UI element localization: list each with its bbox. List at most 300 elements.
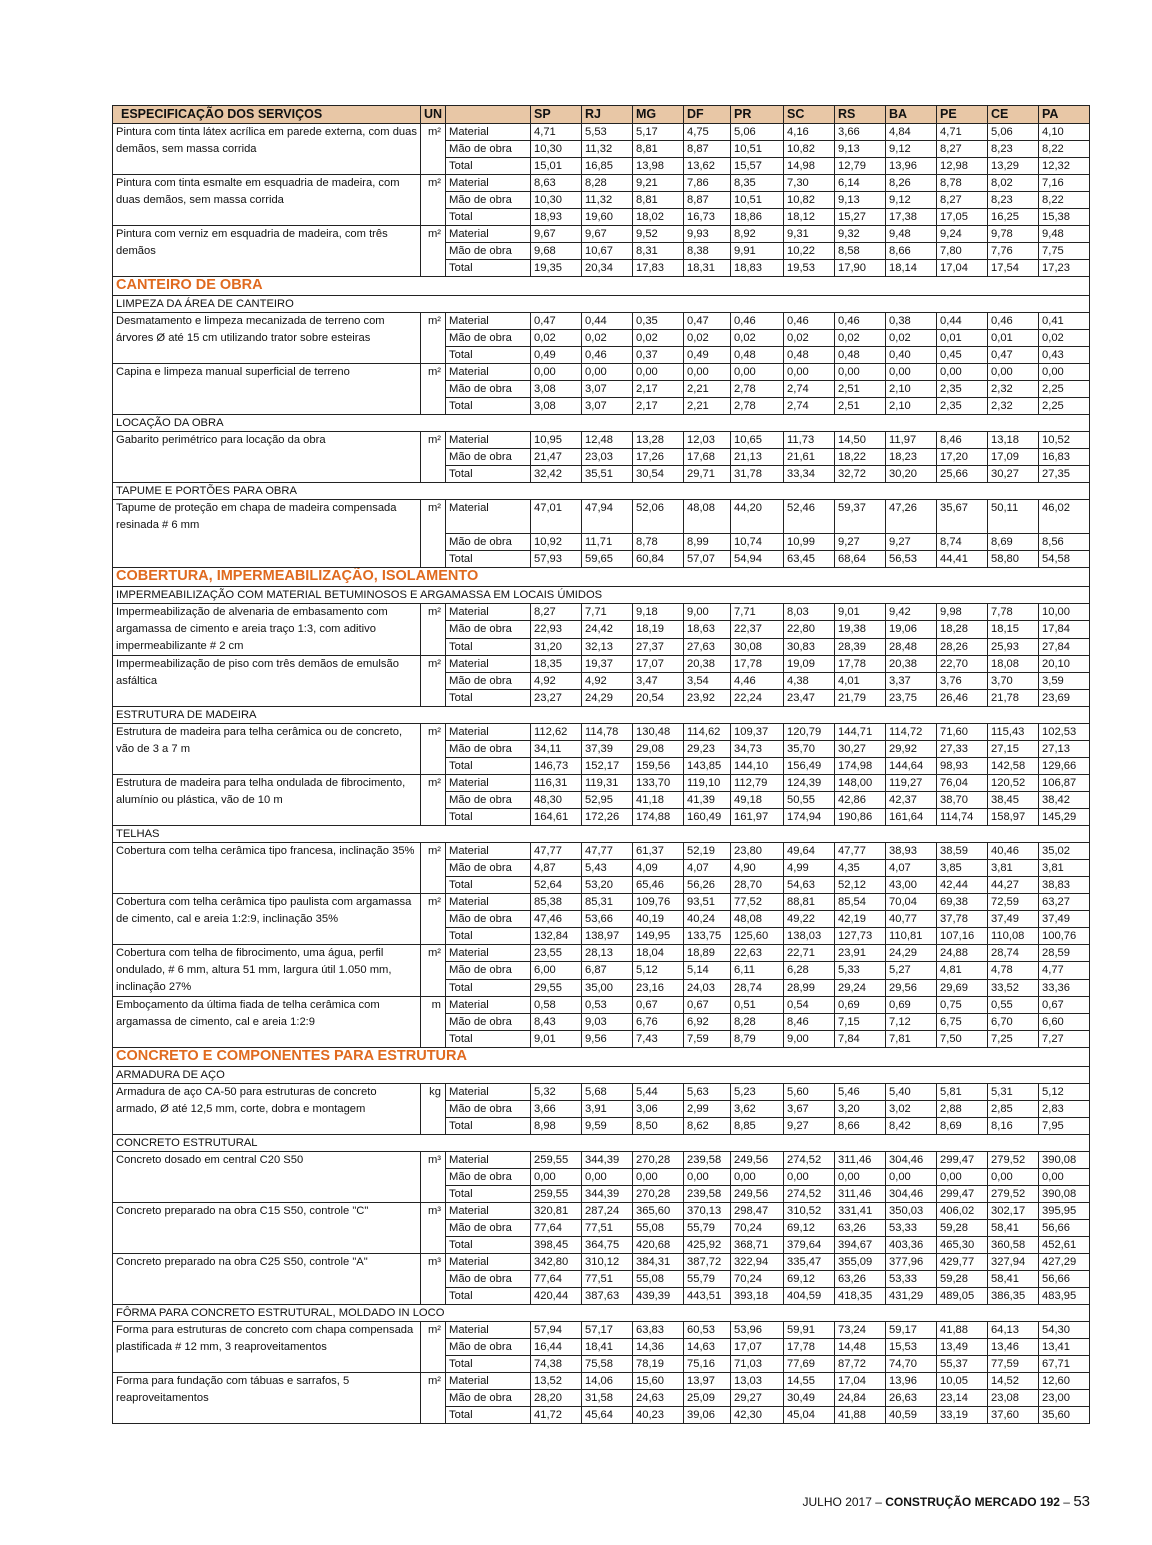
value-cell: 19,09 xyxy=(784,656,835,673)
value-cell: 58,80 xyxy=(988,551,1039,568)
value-cell: 0,00 xyxy=(531,1169,582,1186)
value-cell: 9,01 xyxy=(531,1031,582,1048)
value-cell: 40,77 xyxy=(886,911,937,928)
value-cell: 18,04 xyxy=(633,945,684,962)
value-cell: 7,78 xyxy=(988,604,1039,621)
value-cell: 106,87 xyxy=(1039,775,1090,792)
value-cell: 270,28 xyxy=(633,1186,684,1203)
subsection-row xyxy=(113,587,1090,604)
value-cell: 49,64 xyxy=(784,843,835,860)
value-cell: 24,29 xyxy=(582,690,633,707)
value-cell: 0,48 xyxy=(835,347,886,364)
item-unit: m³ xyxy=(421,1203,446,1254)
value-cell: 2,78 xyxy=(731,398,784,415)
value-cell: 8,23 xyxy=(988,192,1039,209)
value-cell: 8,74 xyxy=(937,534,988,551)
page-number: 53 xyxy=(1073,1493,1090,1510)
value-cell: 4,84 xyxy=(886,124,937,141)
value-cell: 21,78 xyxy=(988,690,1039,707)
value-cell: 50,11 xyxy=(988,500,1039,534)
value-cell: 18,63 xyxy=(684,621,731,638)
value-cell: 22,37 xyxy=(731,621,784,638)
value-cell: 23,91 xyxy=(835,945,886,962)
value-cell: 64,13 xyxy=(988,1322,1039,1339)
value-cell: 427,29 xyxy=(1039,1254,1090,1271)
value-cell: 60,84 xyxy=(633,551,684,568)
row-label: Mão de obra xyxy=(446,911,531,928)
value-cell: 0,00 xyxy=(531,364,582,381)
subsection-title: LIMPEZA DA ÁREA DE CANTEIRO xyxy=(113,296,1090,313)
item-unit: kg xyxy=(421,1084,446,1135)
table-row xyxy=(113,656,1090,673)
value-cell: 146,73 xyxy=(531,758,582,775)
value-cell: 56,66 xyxy=(1039,1220,1090,1237)
value-cell: 4,87 xyxy=(531,860,582,877)
value-cell: 29,23 xyxy=(684,741,731,758)
value-cell: 10,65 xyxy=(731,432,784,449)
item-description: Concreto preparado na obra C25 S50, controle "A" xyxy=(113,1254,421,1305)
value-cell: 30,54 xyxy=(633,466,684,483)
table-row xyxy=(113,1322,1090,1339)
value-cell: 23,92 xyxy=(684,690,731,707)
value-cell: 100,76 xyxy=(1039,928,1090,945)
value-cell: 75,16 xyxy=(684,1356,731,1373)
value-cell: 327,94 xyxy=(988,1254,1039,1271)
value-cell: 10,51 xyxy=(731,192,784,209)
value-cell: 6,60 xyxy=(1039,1014,1090,1031)
value-cell: 115,43 xyxy=(988,724,1039,741)
value-cell: 5,63 xyxy=(684,1084,731,1101)
value-cell: 8,26 xyxy=(886,175,937,192)
row-label: Mão de obra xyxy=(446,1339,531,1356)
value-cell: 5,68 xyxy=(582,1084,633,1101)
table-row xyxy=(113,124,1090,141)
row-label: Material xyxy=(446,1152,531,1169)
value-cell: 161,97 xyxy=(731,809,784,826)
value-cell: 38,59 xyxy=(937,843,988,860)
value-cell: 48,30 xyxy=(531,792,582,809)
value-cell: 452,61 xyxy=(1039,1237,1090,1254)
value-cell: 28,74 xyxy=(731,979,784,996)
value-cell: 6,92 xyxy=(684,1014,731,1031)
value-cell: 0,02 xyxy=(1039,330,1090,347)
value-cell: 398,45 xyxy=(531,1237,582,1254)
value-cell: 4,10 xyxy=(1039,124,1090,141)
value-cell: 43,00 xyxy=(886,877,937,894)
value-cell: 19,53 xyxy=(784,260,835,277)
value-cell: 384,31 xyxy=(633,1254,684,1271)
value-cell: 144,71 xyxy=(835,724,886,741)
value-cell: 159,56 xyxy=(633,758,684,775)
value-cell: 110,81 xyxy=(886,928,937,945)
value-cell: 387,72 xyxy=(684,1254,731,1271)
table-row xyxy=(113,894,1090,911)
value-cell: 0,47 xyxy=(531,313,582,330)
value-cell: 0,00 xyxy=(886,364,937,381)
value-cell: 45,04 xyxy=(784,1407,835,1424)
value-cell: 109,37 xyxy=(731,724,784,741)
row-label: Mão de obra xyxy=(446,449,531,466)
value-cell: 0,67 xyxy=(633,997,684,1014)
value-cell: 28,99 xyxy=(784,979,835,996)
row-label: Total xyxy=(446,979,531,996)
value-cell: 77,59 xyxy=(988,1356,1039,1373)
value-cell: 41,18 xyxy=(633,792,684,809)
value-cell: 10,51 xyxy=(731,141,784,158)
value-cell: 2,74 xyxy=(784,398,835,415)
table-body xyxy=(113,124,1090,1424)
value-cell: 4,09 xyxy=(633,860,684,877)
value-cell: 274,52 xyxy=(784,1186,835,1203)
value-cell: 52,95 xyxy=(582,792,633,809)
header-un: UN xyxy=(421,106,446,124)
section-title: COBERTURA, IMPERMEABILIZAÇÃO, ISOLAMENTO xyxy=(113,568,1090,587)
value-cell: 52,12 xyxy=(835,877,886,894)
value-cell: 26,46 xyxy=(937,690,988,707)
value-cell: 0,00 xyxy=(633,1169,684,1186)
value-cell: 8,28 xyxy=(582,175,633,192)
value-cell: 7,80 xyxy=(937,243,988,260)
value-cell: 8,22 xyxy=(1039,192,1090,209)
value-cell: 0,02 xyxy=(582,330,633,347)
row-label: Total xyxy=(446,809,531,826)
value-cell: 13,41 xyxy=(1039,1339,1090,1356)
value-cell: 119,10 xyxy=(684,775,731,792)
value-cell: 29,71 xyxy=(684,466,731,483)
value-cell: 31,78 xyxy=(731,466,784,483)
value-cell: 53,20 xyxy=(582,877,633,894)
value-cell: 11,71 xyxy=(582,534,633,551)
value-cell: 0,02 xyxy=(531,330,582,347)
value-cell: 56,26 xyxy=(684,877,731,894)
subsection-row xyxy=(113,826,1090,843)
item-description: Cobertura com telha cerâmica tipo paulista com argamassa de cimento, cal e areia 1:2:9, inclinação 35% xyxy=(113,894,421,945)
value-cell: 0,41 xyxy=(1039,313,1090,330)
value-cell: 0,02 xyxy=(835,330,886,347)
value-cell: 5,27 xyxy=(886,962,937,979)
item-description: Gabarito perimétrico para locação da obra xyxy=(113,432,421,483)
row-label: Material xyxy=(446,724,531,741)
value-cell: 27,33 xyxy=(937,741,988,758)
value-cell: 15,01 xyxy=(531,158,582,175)
value-cell: 14,55 xyxy=(784,1373,835,1390)
section-row xyxy=(113,568,1090,587)
value-cell: 44,20 xyxy=(731,500,784,534)
value-cell: 0,49 xyxy=(684,347,731,364)
value-cell: 19,38 xyxy=(835,621,886,638)
value-cell: 322,94 xyxy=(731,1254,784,1271)
value-cell: 18,41 xyxy=(582,1339,633,1356)
value-cell: 0,00 xyxy=(684,364,731,381)
value-cell: 355,09 xyxy=(835,1254,886,1271)
value-cell: 28,20 xyxy=(531,1390,582,1407)
item-unit: m² xyxy=(421,1373,446,1424)
value-cell: 3,47 xyxy=(633,673,684,690)
value-cell: 5,33 xyxy=(835,962,886,979)
row-label: Mão de obra xyxy=(446,1390,531,1407)
item-unit: m² xyxy=(421,226,446,277)
value-cell: 93,51 xyxy=(684,894,731,911)
value-cell: 279,52 xyxy=(988,1186,1039,1203)
value-cell: 2,17 xyxy=(633,381,684,398)
value-cell: 0,43 xyxy=(1039,347,1090,364)
value-cell: 9,93 xyxy=(684,226,731,243)
value-cell: 39,06 xyxy=(684,1407,731,1424)
value-cell: 24,84 xyxy=(835,1390,886,1407)
row-label: Total xyxy=(446,928,531,945)
section-row xyxy=(113,1048,1090,1067)
value-cell: 9,67 xyxy=(582,226,633,243)
header-state: DF xyxy=(684,106,731,124)
value-cell: 0,46 xyxy=(835,313,886,330)
value-cell: 22,70 xyxy=(937,656,988,673)
table-row xyxy=(113,843,1090,860)
value-cell: 5,40 xyxy=(886,1084,937,1101)
value-cell: 302,17 xyxy=(988,1203,1039,1220)
value-cell: 0,00 xyxy=(582,364,633,381)
value-cell: 13,96 xyxy=(886,158,937,175)
value-cell: 3,07 xyxy=(582,381,633,398)
value-cell: 42,44 xyxy=(937,877,988,894)
value-cell: 6,76 xyxy=(633,1014,684,1031)
value-cell: 9,91 xyxy=(731,243,784,260)
value-cell: 12,98 xyxy=(937,158,988,175)
row-label: Mão de obra xyxy=(446,1271,531,1288)
value-cell: 63,26 xyxy=(835,1271,886,1288)
value-cell: 335,47 xyxy=(784,1254,835,1271)
value-cell: 420,68 xyxy=(633,1237,684,1254)
value-cell: 174,94 xyxy=(784,809,835,826)
value-cell: 107,16 xyxy=(937,928,988,945)
value-cell: 431,29 xyxy=(886,1288,937,1305)
value-cell: 0,67 xyxy=(684,997,731,1014)
value-cell: 125,60 xyxy=(731,928,784,945)
value-cell: 69,12 xyxy=(784,1220,835,1237)
value-cell: 138,97 xyxy=(582,928,633,945)
value-cell: 142,58 xyxy=(988,758,1039,775)
value-cell: 425,92 xyxy=(684,1237,731,1254)
value-cell: 29,24 xyxy=(835,979,886,996)
value-cell: 370,13 xyxy=(684,1203,731,1220)
value-cell: 0,46 xyxy=(582,347,633,364)
value-cell: 148,00 xyxy=(835,775,886,792)
value-cell: 8,92 xyxy=(731,226,784,243)
value-cell: 30,49 xyxy=(784,1390,835,1407)
value-cell: 9,27 xyxy=(784,1118,835,1135)
value-cell: 22,80 xyxy=(784,621,835,638)
value-cell: 15,57 xyxy=(731,158,784,175)
row-label: Mão de obra xyxy=(446,1101,531,1118)
value-cell: 74,70 xyxy=(886,1356,937,1373)
value-cell: 3,76 xyxy=(937,673,988,690)
value-cell: 14,50 xyxy=(835,432,886,449)
value-cell: 12,79 xyxy=(835,158,886,175)
value-cell: 5,53 xyxy=(582,124,633,141)
value-cell: 274,52 xyxy=(784,1152,835,1169)
row-label: Total xyxy=(446,1356,531,1373)
value-cell: 5,32 xyxy=(531,1084,582,1101)
item-unit: m³ xyxy=(421,1254,446,1305)
value-cell: 0,00 xyxy=(937,1169,988,1186)
row-label: Total xyxy=(446,758,531,775)
value-cell: 59,91 xyxy=(784,1322,835,1339)
value-cell: 10,00 xyxy=(1039,604,1090,621)
value-cell: 16,83 xyxy=(1039,449,1090,466)
value-cell: 33,52 xyxy=(988,979,1039,996)
value-cell: 38,93 xyxy=(886,843,937,860)
section-title: CANTEIRO DE OBRA xyxy=(113,277,1090,296)
value-cell: 13,18 xyxy=(988,432,1039,449)
value-cell: 61,37 xyxy=(633,843,684,860)
header-state: BA xyxy=(886,106,937,124)
value-cell: 489,05 xyxy=(937,1288,988,1305)
value-cell: 33,19 xyxy=(937,1407,988,1424)
value-cell: 20,10 xyxy=(1039,656,1090,673)
value-cell: 40,24 xyxy=(684,911,731,928)
value-cell: 3,02 xyxy=(886,1101,937,1118)
value-cell: 85,54 xyxy=(835,894,886,911)
value-cell: 33,34 xyxy=(784,466,835,483)
value-cell: 9,31 xyxy=(784,226,835,243)
value-cell: 17,26 xyxy=(633,449,684,466)
value-cell: 35,02 xyxy=(1039,843,1090,860)
value-cell: 7,25 xyxy=(988,1031,1039,1048)
subsection-row xyxy=(113,1305,1090,1322)
row-label: Material xyxy=(446,775,531,792)
value-cell: 8,69 xyxy=(988,534,1039,551)
header-state: RS xyxy=(835,106,886,124)
value-cell: 109,76 xyxy=(633,894,684,911)
value-cell: 29,56 xyxy=(886,979,937,996)
value-cell: 3,81 xyxy=(988,860,1039,877)
value-cell: 30,83 xyxy=(784,638,835,655)
value-cell: 3,59 xyxy=(1039,673,1090,690)
row-label: Mão de obra xyxy=(446,860,531,877)
value-cell: 3,54 xyxy=(684,673,731,690)
item-unit: m² xyxy=(421,656,446,707)
item-unit: m² xyxy=(421,724,446,775)
table-row xyxy=(113,945,1090,962)
value-cell: 14,63 xyxy=(684,1339,731,1356)
value-cell: 28,13 xyxy=(582,945,633,962)
subsection-title: CONCRETO ESTRUTURAL xyxy=(113,1135,1090,1152)
value-cell: 24,63 xyxy=(633,1390,684,1407)
value-cell: 3,85 xyxy=(937,860,988,877)
value-cell: 0,69 xyxy=(835,997,886,1014)
value-cell: 114,72 xyxy=(886,724,937,741)
value-cell: 9,48 xyxy=(886,226,937,243)
value-cell: 0,00 xyxy=(784,364,835,381)
value-cell: 18,35 xyxy=(531,656,582,673)
price-table xyxy=(112,105,1090,1424)
value-cell: 8,23 xyxy=(988,141,1039,158)
value-cell: 23,03 xyxy=(582,449,633,466)
value-cell: 2,85 xyxy=(988,1101,1039,1118)
value-cell: 78,19 xyxy=(633,1356,684,1373)
value-cell: 29,55 xyxy=(531,979,582,996)
value-cell: 390,08 xyxy=(1039,1152,1090,1169)
value-cell: 4,38 xyxy=(784,673,835,690)
value-cell: 7,86 xyxy=(684,175,731,192)
header-state: PA xyxy=(1039,106,1090,124)
value-cell: 77,69 xyxy=(784,1356,835,1373)
value-cell: 8,87 xyxy=(684,141,731,158)
value-cell: 30,27 xyxy=(835,741,886,758)
value-cell: 0,00 xyxy=(1039,1169,1090,1186)
value-cell: 403,36 xyxy=(886,1237,937,1254)
value-cell: 49,22 xyxy=(784,911,835,928)
value-cell: 8,35 xyxy=(731,175,784,192)
value-cell: 112,79 xyxy=(731,775,784,792)
value-cell: 35,60 xyxy=(1039,1407,1090,1424)
value-cell: 22,63 xyxy=(731,945,784,962)
value-cell: 8,62 xyxy=(684,1118,731,1135)
table-row xyxy=(113,775,1090,792)
item-unit: m² xyxy=(421,1322,446,1373)
value-cell: 0,00 xyxy=(937,364,988,381)
value-cell: 239,58 xyxy=(684,1186,731,1203)
value-cell: 37,49 xyxy=(988,911,1039,928)
value-cell: 386,35 xyxy=(988,1288,1039,1305)
value-cell: 17,83 xyxy=(633,260,684,277)
item-unit: m xyxy=(421,997,446,1048)
value-cell: 4,99 xyxy=(784,860,835,877)
value-cell: 10,22 xyxy=(784,243,835,260)
value-cell: 144,64 xyxy=(886,758,937,775)
value-cell: 42,30 xyxy=(731,1407,784,1424)
value-cell: 41,88 xyxy=(835,1407,886,1424)
value-cell: 299,47 xyxy=(937,1186,988,1203)
table-row xyxy=(113,1373,1090,1390)
value-cell: 60,53 xyxy=(684,1322,731,1339)
value-cell: 58,41 xyxy=(988,1271,1039,1288)
value-cell: 3,70 xyxy=(988,673,1039,690)
item-unit: m² xyxy=(421,604,446,656)
value-cell: 3,20 xyxy=(835,1101,886,1118)
value-cell: 47,94 xyxy=(582,500,633,534)
value-cell: 5,12 xyxy=(633,962,684,979)
value-cell: 3,66 xyxy=(835,124,886,141)
value-cell: 47,26 xyxy=(886,500,937,534)
value-cell: 7,43 xyxy=(633,1031,684,1048)
value-cell: 32,42 xyxy=(531,466,582,483)
value-cell: 2,25 xyxy=(1039,398,1090,415)
value-cell: 10,52 xyxy=(1039,432,1090,449)
value-cell: 13,28 xyxy=(633,432,684,449)
value-cell: 3,08 xyxy=(531,381,582,398)
row-label: Material xyxy=(446,604,531,621)
value-cell: 443,51 xyxy=(684,1288,731,1305)
value-cell: 429,77 xyxy=(937,1254,988,1271)
value-cell: 3,07 xyxy=(582,398,633,415)
item-description: Pintura com tinta esmalte em esquadria de madeira, com duas demãos, sem massa corrida xyxy=(113,175,421,226)
value-cell: 8,99 xyxy=(684,534,731,551)
value-cell: 110,08 xyxy=(988,928,1039,945)
value-cell: 3,06 xyxy=(633,1101,684,1118)
value-cell: 2,32 xyxy=(988,381,1039,398)
value-cell: 9,98 xyxy=(937,604,988,621)
value-cell: 0,00 xyxy=(633,364,684,381)
item-description: Pintura com verniz em esquadria de madeira, com três demãos xyxy=(113,226,421,277)
value-cell: 6,28 xyxy=(784,962,835,979)
value-cell: 5,31 xyxy=(988,1084,1039,1101)
value-cell: 483,95 xyxy=(1039,1288,1090,1305)
value-cell: 0,00 xyxy=(988,364,1039,381)
value-cell: 420,44 xyxy=(531,1288,582,1305)
value-cell: 4,71 xyxy=(531,124,582,141)
value-cell: 124,39 xyxy=(784,775,835,792)
value-cell: 8,27 xyxy=(937,192,988,209)
